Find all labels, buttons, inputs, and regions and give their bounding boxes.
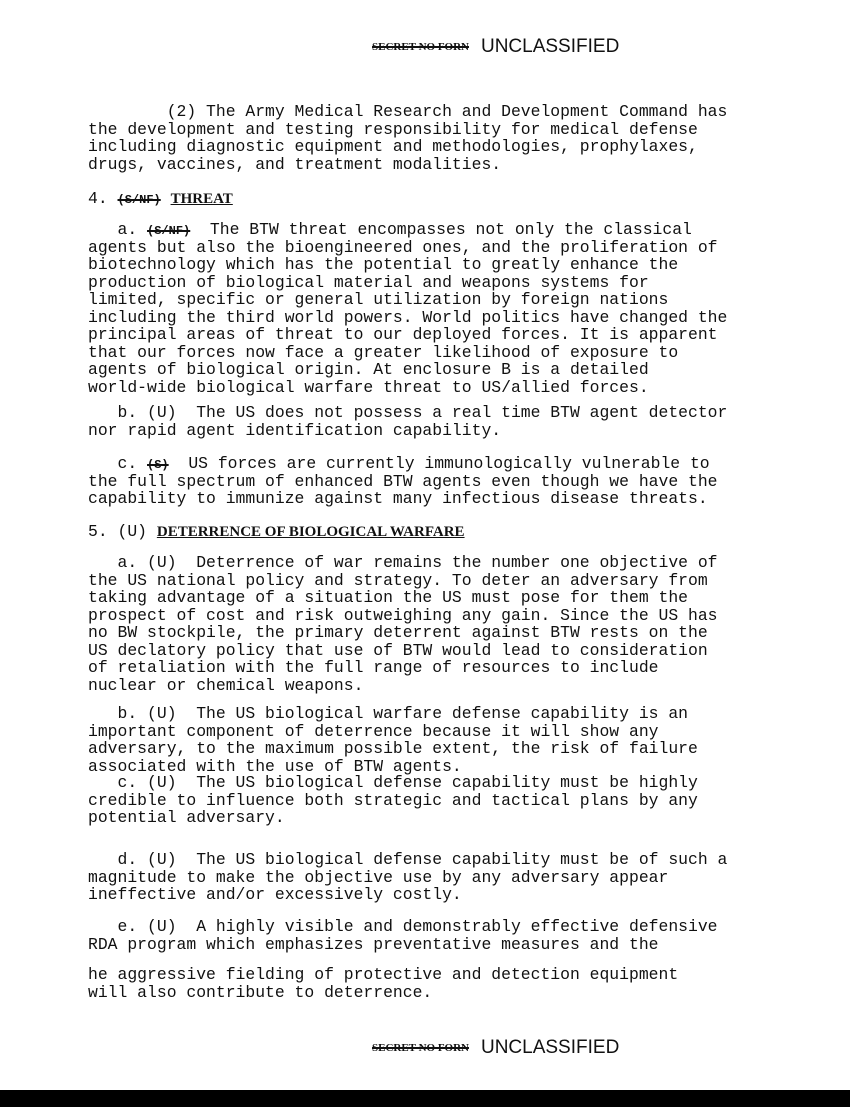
text-line: production of biological material and weapons systems for bbox=[88, 272, 649, 292]
text-line: will also contribute to deterrence. bbox=[88, 982, 433, 1002]
classification-marking: UNCLASSIFIED bbox=[480, 1037, 620, 1058]
paragraph-5e-continued bbox=[88, 966, 678, 1001]
section-4-heading bbox=[88, 190, 233, 208]
text-line: capability to immunize against many infectious disease threats. bbox=[88, 489, 708, 508]
old-classification-marking: SECRET NO FORN bbox=[372, 41, 469, 53]
header-classification bbox=[372, 36, 619, 58]
paragraph-4c bbox=[88, 455, 718, 508]
text-line: the development and testing responsibility for medical defense bbox=[88, 119, 698, 139]
text-line: magnitude to make the objective use by any adversary appear bbox=[88, 867, 669, 887]
section-number: 4. bbox=[88, 189, 118, 208]
paragraph-lines bbox=[88, 473, 718, 508]
text-line: including diagnostic equipment and methodologies, prophylaxes, bbox=[88, 137, 698, 156]
text-line: agents of biological origin. At enclosure B is a detailed bbox=[88, 360, 649, 379]
text-line: credible to influence both strategic and tactical plans by any bbox=[88, 790, 698, 810]
paragraph-4a bbox=[88, 221, 727, 396]
para-first-line: US forces are currently immunologically vulnerable to bbox=[168, 454, 710, 473]
text-line: principal areas of threat to our deployed forces. It is apparent bbox=[88, 325, 718, 344]
text-line: drugs, vaccines, and treatment modalities. bbox=[88, 154, 502, 174]
para-lead: a. bbox=[88, 220, 148, 239]
paragraph-4b bbox=[88, 404, 727, 439]
text-line: including the third world powers. World politics have changed the bbox=[88, 307, 728, 327]
paragraph-5d bbox=[88, 851, 727, 904]
text-line: US declatory policy that use of BTW would lead to consideration bbox=[88, 640, 708, 660]
para-lead: c. bbox=[88, 454, 148, 473]
text-line: d. (U) The US biological defense capability must be of such a bbox=[88, 850, 728, 869]
section-title: THREAT bbox=[170, 191, 233, 207]
text-line: associated with the use of BTW agents. bbox=[88, 756, 462, 776]
text-line: biotechnology which has the potential to greatly enhance the bbox=[88, 255, 679, 274]
text-line: the full spectrum of enhanced BTW agents even though we have the bbox=[88, 471, 718, 491]
text-line: adversary, to the maximum possible extent, the risk of failure bbox=[88, 739, 698, 758]
text-line: no BW stockpile, the primary deterrent against BTW rests on the bbox=[88, 623, 708, 642]
section-title: DETERRENCE OF BIOLOGICAL WARFARE bbox=[156, 524, 465, 540]
text-line: potential adversary. bbox=[88, 808, 285, 827]
first-line bbox=[88, 455, 718, 473]
text-line: RDA program which emphasizes preventative measures and the bbox=[88, 934, 659, 954]
text-line: b. (U) The US does not possess a real time BTW agent detector bbox=[88, 403, 728, 422]
text-line: limited, specific or general utilization by foreign nations bbox=[88, 290, 669, 309]
section-number: 5. (U) bbox=[88, 522, 157, 541]
section-5-heading bbox=[88, 523, 465, 541]
heading-line bbox=[88, 523, 465, 541]
text-line: ineffective and/or excessively costly. bbox=[88, 885, 462, 904]
text-line: prospect of cost and risk outweighing any gain. Since the US has bbox=[88, 605, 718, 625]
paragraph-2 bbox=[88, 103, 727, 173]
struck-marking: (S) bbox=[147, 458, 169, 472]
text-line: nuclear or chemical weapons. bbox=[88, 675, 364, 695]
para-first-line: The BTW threat encompasses not only the classical bbox=[190, 220, 692, 239]
paragraph-5e bbox=[88, 918, 718, 953]
text-line: a. (U) Deterrence of war remains the number one objective of bbox=[88, 553, 718, 572]
text-line: nor rapid agent identification capability. bbox=[88, 420, 502, 440]
scan-border bbox=[0, 1090, 850, 1107]
text-line: world-wide biological warfare threat to US/allied forces. bbox=[88, 377, 649, 397]
text-line: b. (U) The US biological warfare defense capability is an bbox=[88, 704, 688, 723]
text-line: c. (U) The US biological defense capability must be highly bbox=[88, 773, 698, 792]
struck-marking: (S/NF) bbox=[117, 193, 161, 207]
old-classification-marking: SECRET NO FORN bbox=[372, 1042, 469, 1054]
heading-line bbox=[88, 190, 233, 208]
text-line: he aggressive fielding of protective and detection equipment bbox=[88, 965, 679, 984]
first-line bbox=[88, 221, 727, 239]
text-line: (2) The Army Medical Research and Development Command has bbox=[88, 102, 728, 121]
text-line: the US national policy and strategy. To deter an adversary from bbox=[88, 570, 708, 590]
text-line: agents but also the bioengineered ones, and the proliferation of bbox=[88, 237, 718, 257]
text-line: taking advantage of a situation the US must pose for them the bbox=[88, 588, 688, 607]
paragraph-5b bbox=[88, 705, 698, 775]
paragraph-5c bbox=[88, 774, 698, 827]
struck-marking: (S/NF) bbox=[147, 224, 191, 238]
text-line: e. (U) A highly visible and demonstrably effective defensive bbox=[88, 917, 718, 936]
paragraph-5a bbox=[88, 554, 718, 694]
text-line: important component of deterrence because it will show any bbox=[88, 721, 659, 741]
footer-classification bbox=[372, 1037, 619, 1059]
classification-marking: UNCLASSIFIED bbox=[480, 36, 620, 57]
paragraph-lines bbox=[88, 239, 727, 397]
text-line: that our forces now face a greater likelihood of exposure to bbox=[88, 342, 679, 362]
text-line: of retaliation with the full range of resources to include bbox=[88, 658, 659, 677]
